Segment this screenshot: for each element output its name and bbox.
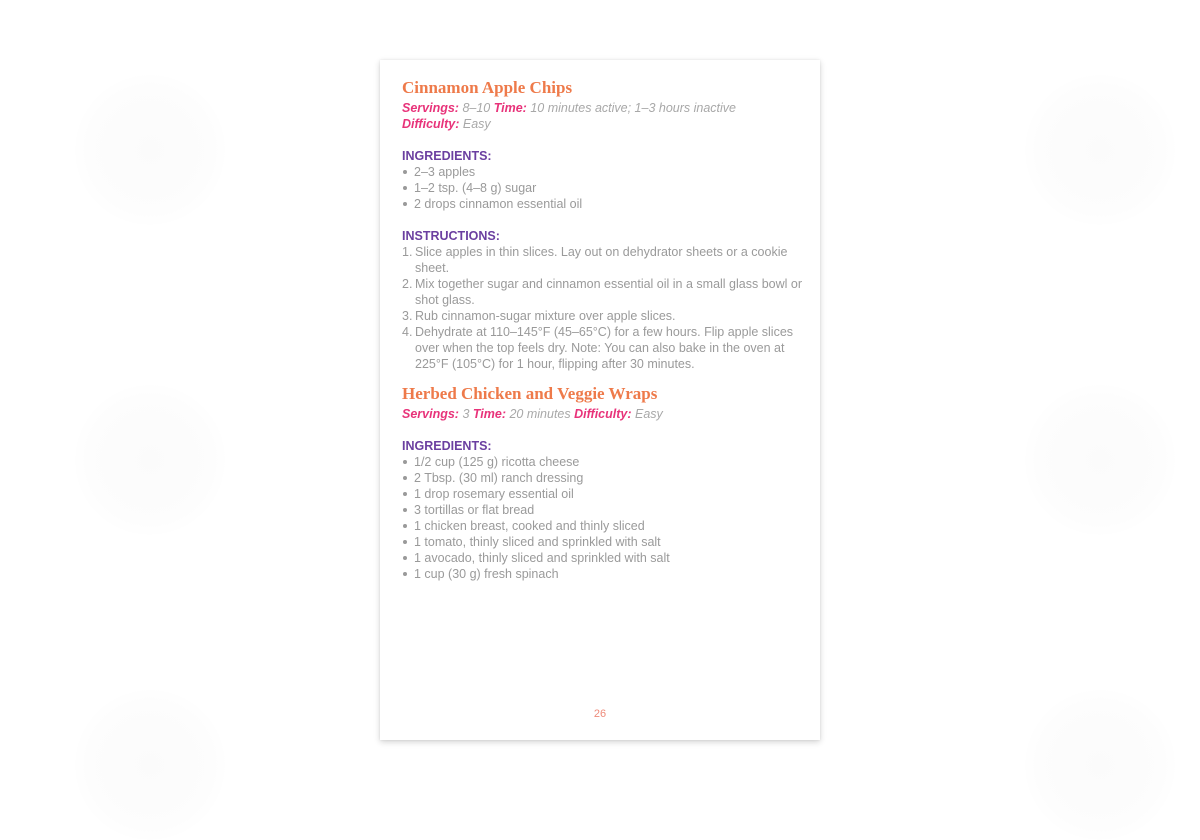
difficulty-label: Difficulty: [574, 407, 632, 421]
watermark-logo [75, 690, 225, 840]
step-number: 2. [402, 277, 413, 291]
watermark-logo [1025, 75, 1175, 225]
time-value: 10 minutes active; 1–3 hours inactive [526, 101, 737, 115]
step-text: Dehydrate at 110–145°F (45–65°C) for a few hours. Flip apple slices over when the top feels dry. Note: You can also bake in the oven at 225°F (105°C) for 1 hour, flipping after 30 minutes. [415, 325, 794, 371]
instructions-list [402, 244, 802, 372]
watermark-logo [75, 385, 225, 535]
recipe-title: Herbed Chicken and Veggie Wraps [402, 384, 658, 403]
step-number: 4. [402, 325, 413, 339]
instructions-heading: INSTRUCTIONS: [402, 229, 500, 243]
watermark-logo [75, 75, 225, 225]
document-page [380, 60, 820, 740]
instruction-step [402, 244, 802, 276]
ingredient-item: 3 tortillas or flat bread [402, 502, 802, 518]
servings-label: Servings: [402, 407, 459, 421]
ingredient-item: 2 Tbsp. (30 ml) ranch dressing [402, 470, 802, 486]
instruction-step [402, 308, 802, 324]
ingredient-item: 1 chicken breast, cooked and thinly sliced [402, 518, 802, 534]
instruction-step [402, 324, 802, 372]
step-text: Rub cinnamon-sugar mixture over apple slices. [415, 309, 676, 323]
step-text: Mix together sugar and cinnamon essential oil in a small glass bowl or shot glass. [415, 277, 802, 307]
instruction-step [402, 276, 802, 308]
servings-label: Servings: [402, 101, 459, 115]
difficulty-value: Easy [459, 117, 491, 131]
ingredient-item: 1 avocado, thinly sliced and sprinkled with salt [402, 550, 802, 566]
recipe-title: Cinnamon Apple Chips [402, 78, 573, 97]
ingredient-item: 1 cup (30 g) fresh spinach [402, 566, 802, 582]
recipe-herbed-chicken-veggie-wraps [402, 384, 802, 582]
time-label: Time: [493, 101, 527, 115]
page-number: 26 [593, 708, 607, 720]
ingredient-item: 1–2 tsp. (4–8 g) sugar [402, 180, 802, 196]
difficulty-label: Difficulty: [402, 117, 460, 131]
recipe-meta [402, 100, 802, 132]
ingredients-list [402, 454, 802, 582]
ingredient-item: 1 tomato, thinly sliced and sprinkled with salt [402, 534, 802, 550]
time-value: 20 minutes [506, 407, 575, 421]
servings-value: 8–10 [458, 101, 494, 115]
servings-value: 3 [458, 407, 473, 421]
ingredient-item: 2 drops cinnamon essential oil [402, 196, 802, 212]
ingredients-heading: INGREDIENTS: [402, 149, 492, 163]
step-number: 3. [402, 309, 413, 323]
step-text: Slice apples in thin slices. Lay out on dehydrator sheets or a cookie sheet. [415, 245, 788, 275]
time-label: Time: [472, 407, 506, 421]
ingredient-item: 2–3 apples [402, 164, 802, 180]
recipe-meta [402, 406, 802, 422]
difficulty-value: Easy [631, 407, 663, 421]
watermark-logo [1025, 385, 1175, 535]
recipe-cinnamon-apple-chips [402, 78, 802, 372]
ingredients-heading: INGREDIENTS: [402, 439, 492, 453]
watermark-logo [1025, 690, 1175, 840]
step-number: 1. [402, 245, 413, 259]
page-content [402, 78, 802, 582]
ingredients-list [402, 164, 802, 212]
ingredient-item: 1/2 cup (125 g) ricotta cheese [402, 454, 802, 470]
ingredient-item: 1 drop rosemary essential oil [402, 486, 802, 502]
